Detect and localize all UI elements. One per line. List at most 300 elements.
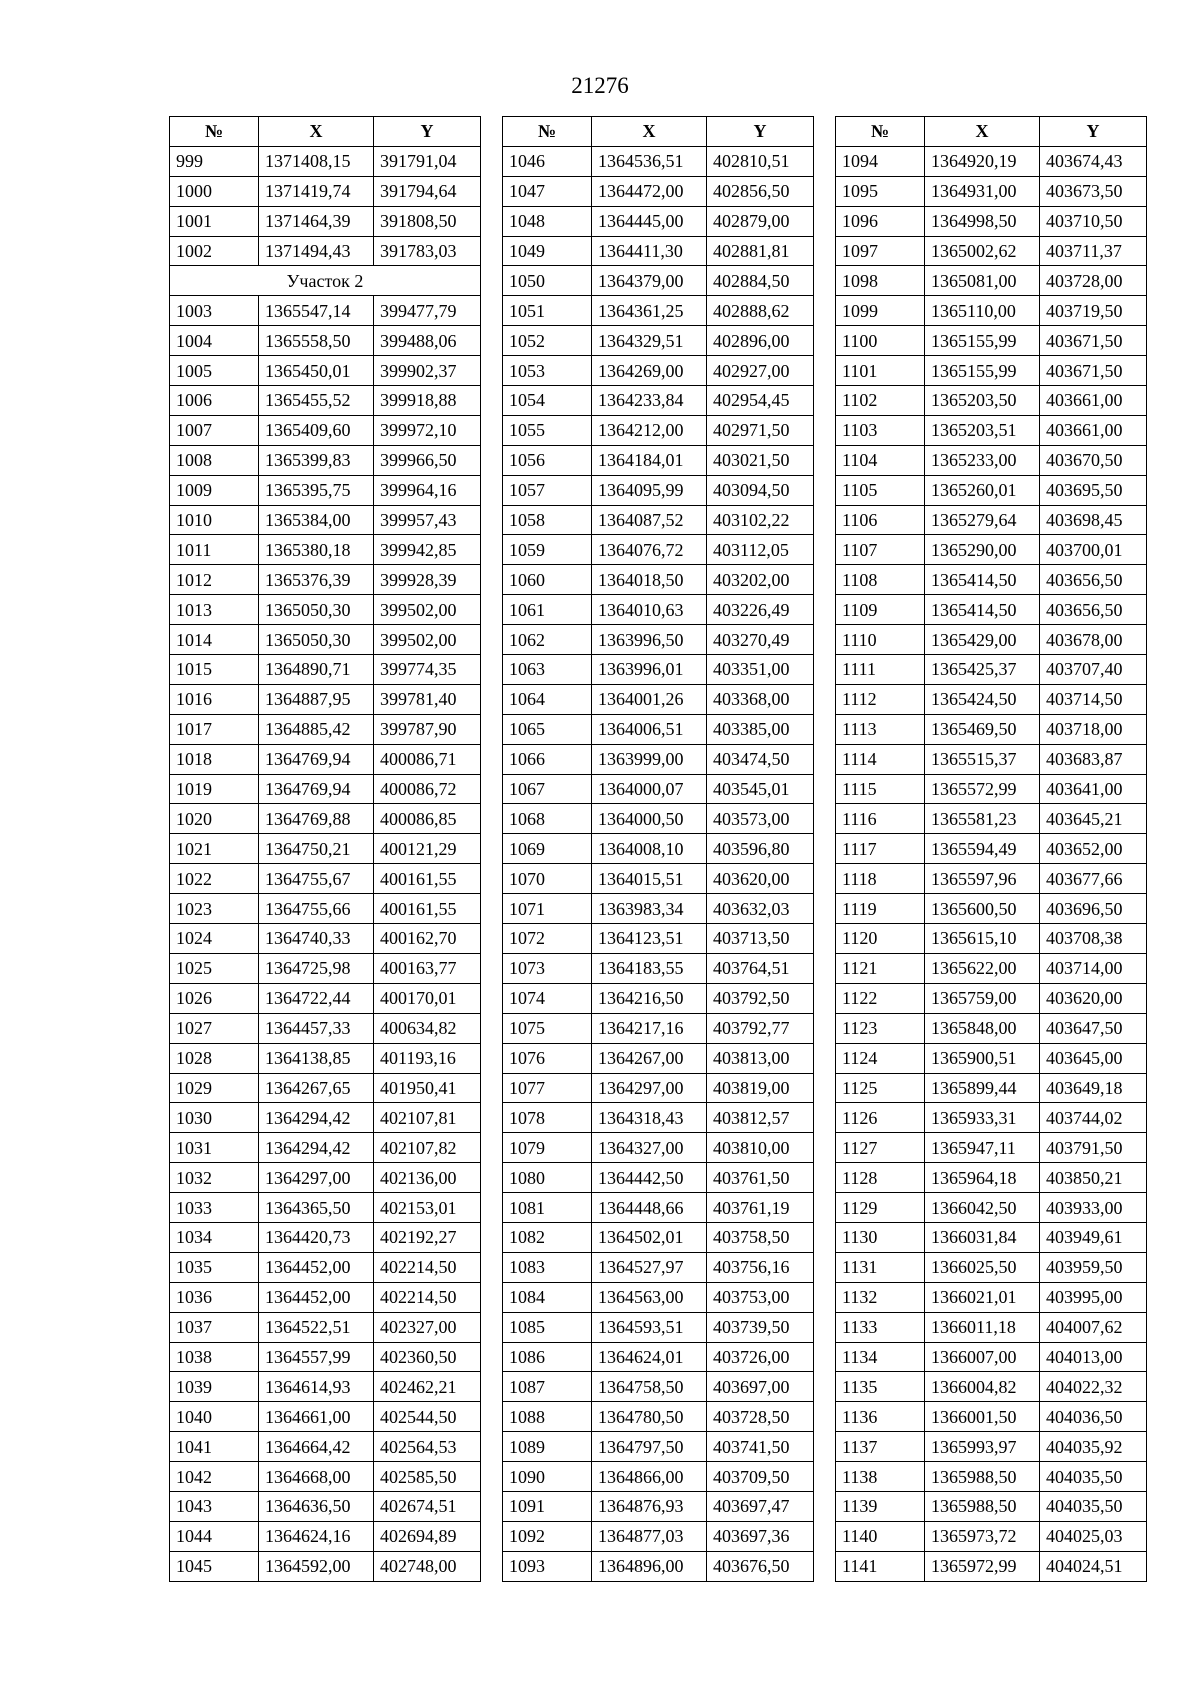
point-number: 1081 [503, 1193, 592, 1223]
point-number: 1096 [836, 206, 925, 236]
x-coordinate: 1364267,65 [259, 1073, 374, 1103]
x-coordinate: 1365203,50 [925, 386, 1040, 416]
table-row [170, 415, 481, 445]
table-row [836, 206, 1147, 236]
table-row [836, 266, 1147, 296]
table-row [170, 774, 481, 804]
y-coordinate: 402810,51 [707, 146, 814, 176]
point-number: 1035 [170, 1252, 259, 1282]
point-number: 1132 [836, 1282, 925, 1312]
table-row [503, 1193, 814, 1223]
table-row [836, 894, 1147, 924]
point-number: 1061 [503, 595, 592, 625]
x-coordinate: 1365409,60 [259, 415, 374, 445]
y-coordinate: 399918,88 [374, 386, 481, 416]
table-row [503, 206, 814, 236]
table-row [503, 1043, 814, 1073]
point-number: 1003 [170, 296, 259, 326]
y-coordinate: 400163,77 [374, 953, 481, 983]
x-coordinate: 1364758,50 [592, 1372, 707, 1402]
y-coordinate: 402107,81 [374, 1103, 481, 1133]
y-coordinate: 400086,71 [374, 744, 481, 774]
table-row [170, 1193, 481, 1223]
y-coordinate: 403647,50 [1040, 1013, 1147, 1043]
x-coordinate: 1365615,10 [925, 924, 1040, 954]
point-number: 1060 [503, 565, 592, 595]
point-number: 1057 [503, 475, 592, 505]
y-coordinate: 403545,01 [707, 774, 814, 804]
x-coordinate: 1365581,23 [925, 804, 1040, 834]
x-coordinate: 1364442,50 [592, 1163, 707, 1193]
table-row [836, 953, 1147, 983]
table-row [836, 146, 1147, 176]
point-number: 1114 [836, 744, 925, 774]
table-row [836, 1073, 1147, 1103]
table-row [503, 386, 814, 416]
x-coordinate: 1364184,01 [592, 445, 707, 475]
table-row [836, 1133, 1147, 1163]
table-row [170, 1252, 481, 1282]
point-number: 1063 [503, 655, 592, 685]
x-coordinate: 1364448,66 [592, 1193, 707, 1223]
point-number: 1095 [836, 176, 925, 206]
y-coordinate: 403385,00 [707, 714, 814, 744]
table-row [170, 1312, 481, 1342]
point-number: 1093 [503, 1551, 592, 1581]
table-row [170, 1372, 481, 1402]
x-coordinate: 1365260,01 [925, 475, 1040, 505]
y-coordinate: 403620,00 [707, 864, 814, 894]
point-number: 1089 [503, 1432, 592, 1462]
table-row [170, 505, 481, 535]
table-row [170, 1133, 481, 1163]
table-row [170, 983, 481, 1013]
y-coordinate: 403707,40 [1040, 655, 1147, 685]
table-row [503, 1432, 814, 1462]
x-coordinate: 1365947,11 [925, 1133, 1040, 1163]
point-number: 1085 [503, 1312, 592, 1342]
y-coordinate: 403671,50 [1040, 326, 1147, 356]
y-coordinate: 403698,45 [1040, 505, 1147, 535]
y-coordinate: 400162,70 [374, 924, 481, 954]
x-coordinate: 1364740,33 [259, 924, 374, 954]
y-coordinate: 403673,50 [1040, 176, 1147, 206]
point-number: 1021 [170, 834, 259, 864]
y-coordinate: 402544,50 [374, 1402, 481, 1432]
y-coordinate: 404022,32 [1040, 1372, 1147, 1402]
point-number: 1058 [503, 505, 592, 535]
table-row [170, 565, 481, 595]
y-coordinate: 401950,41 [374, 1073, 481, 1103]
x-coordinate: 1364527,97 [592, 1252, 707, 1282]
point-number: 1032 [170, 1163, 259, 1193]
y-coordinate: 403709,50 [707, 1462, 814, 1492]
table-row [170, 714, 481, 744]
table-row [836, 1222, 1147, 1252]
x-coordinate: 1366001,50 [925, 1402, 1040, 1432]
point-number: 1100 [836, 326, 925, 356]
table-row [836, 864, 1147, 894]
table-row [170, 684, 481, 714]
x-coordinate: 1364797,50 [592, 1432, 707, 1462]
point-number: 1080 [503, 1163, 592, 1193]
y-coordinate: 403674,43 [1040, 146, 1147, 176]
y-coordinate: 403645,21 [1040, 804, 1147, 834]
point-number: 1106 [836, 505, 925, 535]
y-coordinate: 403678,00 [1040, 625, 1147, 655]
table-row [836, 1491, 1147, 1521]
table-row [170, 326, 481, 356]
x-coordinate: 1364890,71 [259, 655, 374, 685]
x-coordinate: 1365597,96 [925, 864, 1040, 894]
y-coordinate: 402879,00 [707, 206, 814, 236]
x-coordinate: 1366025,50 [925, 1252, 1040, 1282]
table-row [503, 1222, 814, 1252]
y-coordinate: 403714,00 [1040, 953, 1147, 983]
y-coordinate: 402462,21 [374, 1372, 481, 1402]
table-row [503, 1013, 814, 1043]
table-row [503, 176, 814, 206]
x-coordinate: 1364755,66 [259, 894, 374, 924]
point-number: 1010 [170, 505, 259, 535]
table-row [170, 236, 481, 266]
y-coordinate: 391783,03 [374, 236, 481, 266]
y-coordinate: 400121,29 [374, 834, 481, 864]
x-coordinate: 1365988,50 [925, 1491, 1040, 1521]
y-coordinate: 403695,50 [1040, 475, 1147, 505]
table-row [836, 1103, 1147, 1133]
x-coordinate: 1365429,00 [925, 625, 1040, 655]
point-number: 1109 [836, 595, 925, 625]
table-row [170, 266, 481, 296]
point-number: 1135 [836, 1372, 925, 1402]
point-number: 1083 [503, 1252, 592, 1282]
point-number: 1041 [170, 1432, 259, 1462]
y-coordinate: 403810,00 [707, 1133, 814, 1163]
y-coordinate: 403270,49 [707, 625, 814, 655]
point-number: 1038 [170, 1342, 259, 1372]
x-coordinate: 1364624,16 [259, 1521, 374, 1551]
point-number: 1062 [503, 625, 592, 655]
y-coordinate: 402214,50 [374, 1252, 481, 1282]
table-row [836, 236, 1147, 266]
point-number: 1030 [170, 1103, 259, 1133]
table-row [836, 1252, 1147, 1282]
point-number: 1125 [836, 1073, 925, 1103]
table-row [503, 1133, 814, 1163]
point-number: 1091 [503, 1491, 592, 1521]
table-row [503, 924, 814, 954]
table-row [503, 774, 814, 804]
table-row [836, 326, 1147, 356]
x-coordinate: 1364885,42 [259, 714, 374, 744]
y-coordinate: 404035,92 [1040, 1432, 1147, 1462]
y-coordinate: 403708,38 [1040, 924, 1147, 954]
x-coordinate: 1364015,51 [592, 864, 707, 894]
table-row [170, 1521, 481, 1551]
x-coordinate: 1364018,50 [592, 565, 707, 595]
point-number: 1013 [170, 595, 259, 625]
table-row [503, 625, 814, 655]
y-coordinate: 403753,00 [707, 1282, 814, 1312]
y-coordinate: 399781,40 [374, 684, 481, 714]
point-number: 1097 [836, 236, 925, 266]
point-number: 1014 [170, 625, 259, 655]
point-number: 1054 [503, 386, 592, 416]
x-coordinate: 1365469,50 [925, 714, 1040, 744]
point-number: 1008 [170, 445, 259, 475]
point-number: 1094 [836, 146, 925, 176]
table-row [503, 236, 814, 266]
y-coordinate: 403850,21 [1040, 1163, 1147, 1193]
header-y: Y [374, 117, 481, 147]
table-row [503, 864, 814, 894]
y-coordinate: 403764,51 [707, 953, 814, 983]
table-row [836, 296, 1147, 326]
point-number: 1047 [503, 176, 592, 206]
x-coordinate: 1365972,99 [925, 1551, 1040, 1581]
table-row [503, 445, 814, 475]
x-coordinate: 1364502,01 [592, 1222, 707, 1252]
x-coordinate: 1365050,30 [259, 625, 374, 655]
x-coordinate: 1365155,99 [925, 326, 1040, 356]
point-number: 1019 [170, 774, 259, 804]
table-row [503, 1551, 814, 1581]
point-number: 1009 [170, 475, 259, 505]
point-number: 1112 [836, 684, 925, 714]
point-number: 1029 [170, 1073, 259, 1103]
point-number: 1123 [836, 1013, 925, 1043]
x-coordinate: 1364876,93 [592, 1491, 707, 1521]
x-coordinate: 1365848,00 [925, 1013, 1040, 1043]
x-coordinate: 1364365,50 [259, 1193, 374, 1223]
point-number: 1001 [170, 206, 259, 236]
y-coordinate: 399957,43 [374, 505, 481, 535]
point-number: 1084 [503, 1282, 592, 1312]
point-number: 1131 [836, 1252, 925, 1282]
point-number: 1141 [836, 1551, 925, 1581]
y-coordinate: 403933,00 [1040, 1193, 1147, 1223]
y-coordinate: 402674,51 [374, 1491, 481, 1521]
x-coordinate: 1365002,62 [925, 236, 1040, 266]
x-coordinate: 1363983,34 [592, 894, 707, 924]
x-coordinate: 1365050,30 [259, 595, 374, 625]
y-coordinate: 404013,00 [1040, 1342, 1147, 1372]
y-coordinate: 403812,57 [707, 1103, 814, 1133]
y-coordinate: 404036,50 [1040, 1402, 1147, 1432]
point-number: 1026 [170, 983, 259, 1013]
y-coordinate: 402107,82 [374, 1133, 481, 1163]
y-coordinate: 403697,00 [707, 1372, 814, 1402]
point-number: 1088 [503, 1402, 592, 1432]
point-number: 1099 [836, 296, 925, 326]
y-coordinate: 403661,00 [1040, 386, 1147, 416]
y-coordinate: 403632,03 [707, 894, 814, 924]
y-coordinate: 403711,37 [1040, 236, 1147, 266]
table-row [170, 1043, 481, 1073]
y-coordinate: 403713,50 [707, 924, 814, 954]
point-number: 1113 [836, 714, 925, 744]
x-coordinate: 1364411,30 [592, 236, 707, 266]
y-coordinate: 403683,87 [1040, 744, 1147, 774]
point-number: 1066 [503, 744, 592, 774]
table-row [836, 834, 1147, 864]
x-coordinate: 1366004,82 [925, 1372, 1040, 1402]
x-coordinate: 1364138,85 [259, 1043, 374, 1073]
y-coordinate: 402327,00 [374, 1312, 481, 1342]
header-number: № [836, 117, 925, 147]
point-number: 1053 [503, 356, 592, 386]
point-number: 1105 [836, 475, 925, 505]
point-number: 1119 [836, 894, 925, 924]
table-row [503, 1462, 814, 1492]
table-row [170, 924, 481, 954]
x-coordinate: 1371419,74 [259, 176, 374, 206]
x-coordinate: 1365515,37 [925, 744, 1040, 774]
table-row [503, 744, 814, 774]
point-number: 1064 [503, 684, 592, 714]
point-number: 1051 [503, 296, 592, 326]
y-coordinate: 399477,79 [374, 296, 481, 326]
point-number: 1073 [503, 953, 592, 983]
x-coordinate: 1364592,00 [259, 1551, 374, 1581]
x-coordinate: 1364661,00 [259, 1402, 374, 1432]
point-number: 1136 [836, 1402, 925, 1432]
point-number: 1007 [170, 415, 259, 445]
point-number: 1016 [170, 684, 259, 714]
table-row [836, 535, 1147, 565]
table-row [503, 1282, 814, 1312]
x-coordinate: 1371408,15 [259, 146, 374, 176]
x-coordinate: 1364998,50 [925, 206, 1040, 236]
x-coordinate: 1364866,00 [592, 1462, 707, 1492]
y-coordinate: 399502,00 [374, 595, 481, 625]
table-row [836, 1312, 1147, 1342]
table-row [170, 386, 481, 416]
table-row [170, 1013, 481, 1043]
point-number: 1076 [503, 1043, 592, 1073]
table-row [836, 744, 1147, 774]
y-coordinate: 404007,62 [1040, 1312, 1147, 1342]
y-coordinate: 402585,50 [374, 1462, 481, 1492]
x-coordinate: 1365384,00 [259, 505, 374, 535]
point-number: 1090 [503, 1462, 592, 1492]
y-coordinate: 402360,50 [374, 1342, 481, 1372]
y-coordinate: 403351,00 [707, 655, 814, 685]
point-number: 1098 [836, 266, 925, 296]
y-coordinate: 402564,53 [374, 1432, 481, 1462]
table-row [170, 1282, 481, 1312]
y-coordinate: 400634,82 [374, 1013, 481, 1043]
y-coordinate: 403021,50 [707, 445, 814, 475]
x-coordinate: 1364920,19 [925, 146, 1040, 176]
y-coordinate: 403656,50 [1040, 595, 1147, 625]
table-row [170, 1222, 481, 1252]
point-number: 1071 [503, 894, 592, 924]
point-number: 1012 [170, 565, 259, 595]
point-number: 1134 [836, 1342, 925, 1372]
y-coordinate: 399787,90 [374, 714, 481, 744]
x-coordinate: 1364750,21 [259, 834, 374, 864]
point-number: 1068 [503, 804, 592, 834]
table-row [503, 266, 814, 296]
table-row [836, 595, 1147, 625]
point-number: 1056 [503, 445, 592, 475]
x-coordinate: 1366021,01 [925, 1282, 1040, 1312]
point-number: 1000 [170, 176, 259, 206]
x-coordinate: 1364664,42 [259, 1432, 374, 1462]
y-coordinate: 400161,55 [374, 894, 481, 924]
x-coordinate: 1365081,00 [925, 266, 1040, 296]
point-number: 1070 [503, 864, 592, 894]
x-coordinate: 1365600,50 [925, 894, 1040, 924]
y-coordinate: 403726,00 [707, 1342, 814, 1372]
x-coordinate: 1364636,50 [259, 1491, 374, 1521]
point-number: 1069 [503, 834, 592, 864]
point-number: 1120 [836, 924, 925, 954]
x-coordinate: 1364452,00 [259, 1252, 374, 1282]
x-coordinate: 1364769,88 [259, 804, 374, 834]
point-number: 1039 [170, 1372, 259, 1402]
y-coordinate: 404024,51 [1040, 1551, 1147, 1581]
x-coordinate: 1364297,00 [259, 1163, 374, 1193]
point-number: 1033 [170, 1193, 259, 1223]
table-row [170, 146, 481, 176]
x-coordinate: 1364668,00 [259, 1462, 374, 1492]
table-row [170, 804, 481, 834]
table-row [170, 176, 481, 206]
table-row [503, 1342, 814, 1372]
y-coordinate: 403728,50 [707, 1402, 814, 1432]
y-coordinate: 399902,37 [374, 356, 481, 386]
x-coordinate: 1364294,42 [259, 1103, 374, 1133]
point-number: 1042 [170, 1462, 259, 1492]
x-coordinate: 1364297,00 [592, 1073, 707, 1103]
header-x: X [259, 117, 374, 147]
table-row [170, 1551, 481, 1581]
coordinates-table-2 [502, 116, 814, 1582]
table-row [503, 565, 814, 595]
table-row [836, 1521, 1147, 1551]
y-coordinate: 403791,50 [1040, 1133, 1147, 1163]
x-coordinate: 1365973,72 [925, 1521, 1040, 1551]
table-row [836, 804, 1147, 834]
y-coordinate: 400086,72 [374, 774, 481, 804]
point-number: 1104 [836, 445, 925, 475]
table-row [503, 415, 814, 445]
point-number: 1138 [836, 1462, 925, 1492]
x-coordinate: 1364769,94 [259, 774, 374, 804]
x-coordinate: 1363999,00 [592, 744, 707, 774]
y-coordinate: 403714,50 [1040, 684, 1147, 714]
point-number: 1072 [503, 924, 592, 954]
x-coordinate: 1364212,00 [592, 415, 707, 445]
x-coordinate: 1364877,03 [592, 1521, 707, 1551]
y-coordinate: 400170,01 [374, 983, 481, 1013]
x-coordinate: 1371494,43 [259, 236, 374, 266]
table-row [836, 714, 1147, 744]
point-number: 1079 [503, 1133, 592, 1163]
y-coordinate: 402214,50 [374, 1282, 481, 1312]
x-coordinate: 1364123,51 [592, 924, 707, 954]
y-coordinate: 399966,50 [374, 445, 481, 475]
table-row [836, 774, 1147, 804]
table-row [170, 535, 481, 565]
point-number: 1078 [503, 1103, 592, 1133]
point-number: 1025 [170, 953, 259, 983]
y-coordinate: 399502,00 [374, 625, 481, 655]
x-coordinate: 1364472,00 [592, 176, 707, 206]
